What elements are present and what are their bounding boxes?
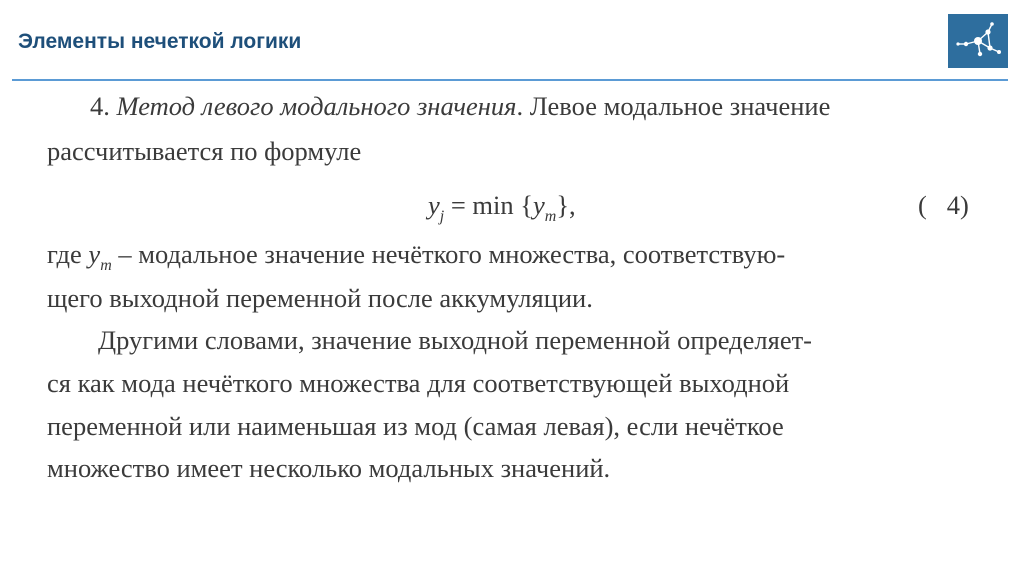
where-prefix: где <box>47 239 89 269</box>
formula-sub-j: j <box>439 208 445 225</box>
formula-y: y <box>428 190 440 220</box>
paragraph-1-text: . Левое модальное значение <box>516 91 831 121</box>
formula-close: }, <box>556 190 576 220</box>
where-line-2: щего выходной переменной после аккумуляции. <box>47 283 593 313</box>
formula <box>428 189 576 233</box>
where-line-1 <box>47 238 785 282</box>
paragraph-2-line-3: переменной или наименьшая из мод (самая левая), если нечёткое <box>47 411 784 441</box>
paragraph-2-line-1: Другими словами, значение выходной переменной определяет- <box>98 325 812 355</box>
where-sub: m <box>100 257 112 274</box>
where-y: y <box>88 239 101 269</box>
formula-eq: = min { <box>444 190 533 220</box>
item-number: 4. <box>90 91 117 121</box>
slide-title: Элементы нечеткой логики <box>18 30 302 53</box>
paragraph-2-line-4: множество имеет несколько модальных значений. <box>47 453 611 483</box>
paragraph-1-line-1 <box>90 90 830 122</box>
where-rest: – модальное значение нечёткого множества, соответствую- <box>111 239 786 269</box>
formula-y2: y <box>532 190 545 220</box>
paragraph-2-line-2: ся как мода нечёткого множества для соответствующей выходной <box>47 368 790 398</box>
formula-sub-m: m <box>544 208 557 225</box>
equation-number: ( 4) <box>918 190 969 220</box>
method-name: Метод левого модального значения <box>116 91 517 121</box>
paragraph-1-line-2: рассчитывается по формуле <box>47 136 362 166</box>
